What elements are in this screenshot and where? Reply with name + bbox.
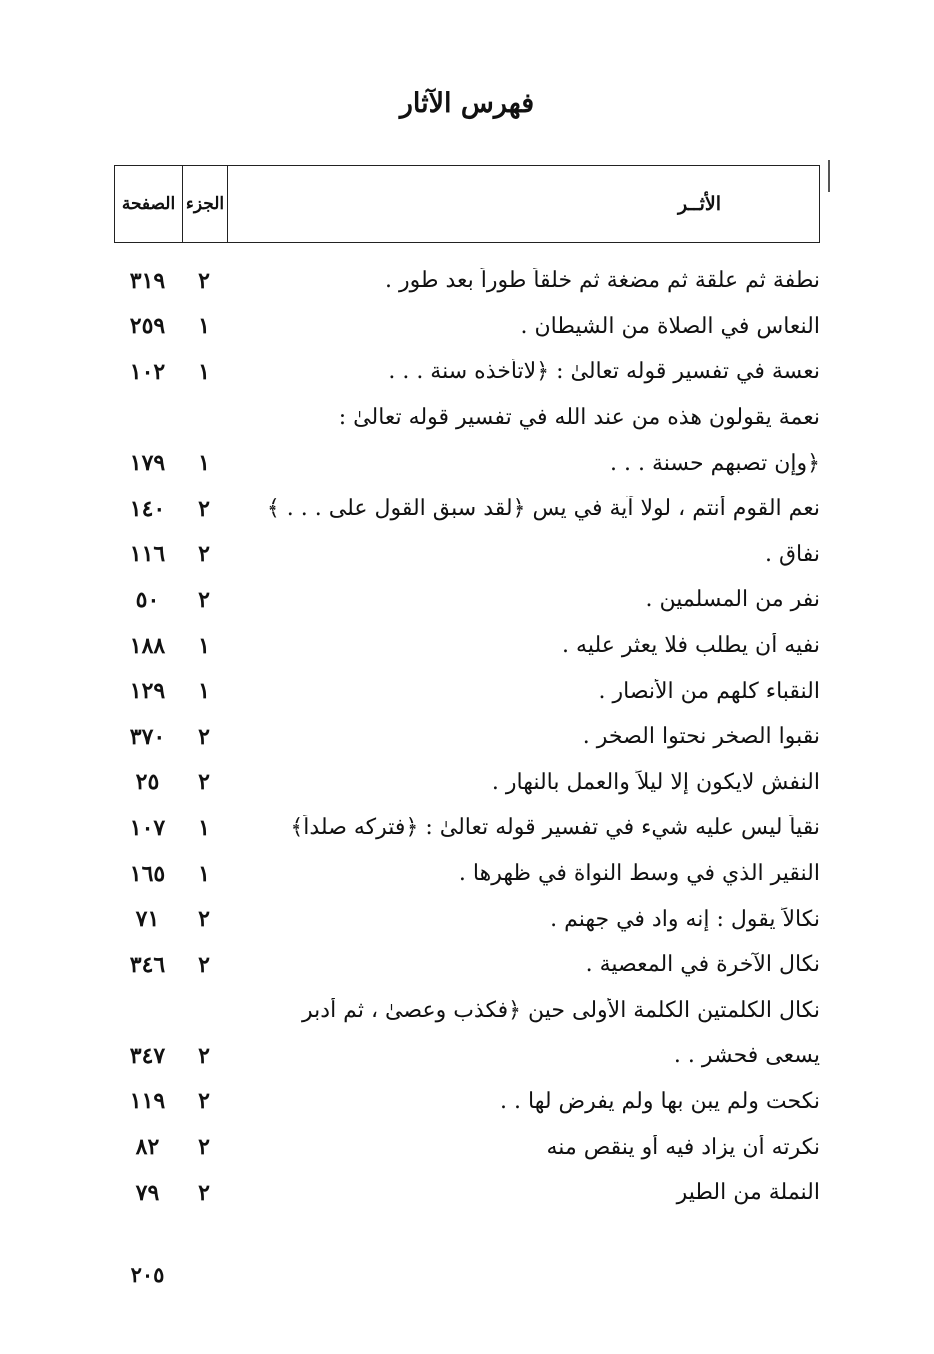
entry-juz: ٢	[198, 769, 210, 796]
entry-juz: ٢	[198, 1042, 210, 1069]
entry-page: ٨٢	[135, 1134, 160, 1161]
entry-juz: ٢	[198, 1088, 210, 1115]
entry-page: ٣٧٠	[129, 723, 166, 750]
entry-page: ١١٦	[129, 541, 166, 568]
list-item	[114, 988, 820, 1034]
list-item	[114, 760, 820, 806]
entry-text: نطفة ثم علقة ثم مضغة ثم خلقاً طوراً بعد طور .	[384, 268, 820, 294]
entry-text: نفيه أن يطلب فلا يعثر عليه .	[562, 633, 820, 659]
margin-mark	[828, 160, 830, 192]
entry-text: النملة من الطير	[676, 1180, 820, 1206]
entry-text: يسعى فحشر . .	[673, 1043, 820, 1069]
header-athar: الأثــر	[677, 193, 721, 215]
list-item	[114, 349, 820, 395]
list-item	[114, 258, 820, 304]
list-item	[114, 805, 820, 851]
entry-page: ١٧٩	[129, 450, 166, 477]
entry-page: ٧٩	[135, 1179, 160, 1206]
entry-text: نعسة في تفسير قوله تعالىٰ : ﴿لاتأخذه سنة . . .	[388, 359, 820, 385]
entry-juz: ١	[198, 860, 210, 887]
entry-juz: ١	[198, 632, 210, 659]
entry-page: ٢٥٩	[129, 313, 166, 340]
entry-page: ٢٥	[135, 769, 160, 796]
entry-text: النفش لايكون إلا ليلاً والعمل بالنهار .	[491, 769, 820, 795]
entry-juz: ٢	[198, 267, 210, 294]
entry-text: نقبوا الصخر نحتوا الصخر .	[582, 724, 820, 750]
entry-page: ٣٤٦	[129, 951, 166, 978]
entry-text: نقياً ليس عليه شيء في تفسير قوله تعالىٰ : ﴿فتركه صلداً﴾	[290, 815, 820, 841]
list-item	[114, 1079, 820, 1125]
entry-text: نعم القوم أنتم ، لولا آية في يس ﴿لقد سبق القول على . . . ﴾	[266, 496, 820, 522]
entry-page: ١٢٩	[129, 678, 166, 705]
list-item	[114, 1033, 820, 1079]
entry-page: ١٨٨	[129, 632, 166, 659]
entry-juz: ٢	[198, 1179, 210, 1206]
entry-text: نكال الآخرة في المعصية .	[585, 952, 820, 978]
entry-juz: ١	[198, 450, 210, 477]
entry-text: نفاق .	[764, 541, 820, 567]
header-page: الصفحة	[121, 194, 176, 214]
entries-list	[114, 258, 820, 1215]
list-item	[114, 714, 820, 760]
entry-page: ١٠٧	[129, 814, 166, 841]
entry-juz: ١	[198, 358, 210, 385]
list-item	[114, 1124, 820, 1170]
entry-text: ﴿وإن تصبهم حسنة . . .	[609, 450, 820, 476]
entry-text: النعاس في الصلاة من الشيطان .	[520, 313, 820, 339]
header-juz: الجزء	[182, 166, 228, 242]
list-item	[114, 896, 820, 942]
list-item	[114, 623, 820, 669]
entry-juz: ٢	[198, 723, 210, 750]
list-item	[114, 942, 820, 988]
entry-text: نكالاً يقول : إنه واد في جهنم .	[550, 906, 820, 932]
list-item	[114, 668, 820, 714]
entry-juz: ٢	[198, 951, 210, 978]
entry-text: نفر من المسلمين .	[645, 587, 820, 613]
list-item	[114, 395, 820, 441]
entry-text: نعمة يقولون هذه من عند الله في تفسير قوله تعالىٰ :	[338, 405, 820, 431]
page-title: فهرس الآثار	[399, 88, 535, 119]
entry-page: ٥٠	[135, 586, 160, 613]
entry-juz: ١	[198, 313, 210, 340]
entry-juz: ٢	[198, 495, 210, 522]
page-number: ٢٠٥	[130, 1262, 165, 1287]
entry-text: النقباء كلهم من الأنصار .	[598, 678, 820, 704]
list-item	[114, 851, 820, 897]
list-item	[114, 532, 820, 578]
entry-juz: ٢	[198, 541, 210, 568]
entry-page: ٣٤٧	[129, 1042, 166, 1069]
list-item	[114, 304, 820, 350]
list-item	[114, 577, 820, 623]
entry-text: نكحت ولم يبن بها ولم يفرض لها . .	[500, 1088, 820, 1114]
entry-text: نكال الكلمتين الكلمة الأولى حين ﴿فكذب وعصىٰ ، ثم أدبر	[302, 997, 820, 1023]
entry-page: ١٦٥	[129, 860, 166, 887]
table-header	[114, 165, 820, 243]
list-item	[114, 1170, 820, 1216]
entry-text: نكرته أن يزاد فيه أو ينقص منه	[546, 1134, 820, 1160]
entry-page: ١٠٢	[129, 358, 166, 385]
entry-juz: ١	[198, 678, 210, 705]
list-item	[114, 486, 820, 532]
entry-page: ١١٩	[129, 1088, 166, 1115]
entry-page: ٧١	[135, 906, 160, 933]
entry-juz: ١	[198, 814, 210, 841]
entry-juz: ٢	[198, 1134, 210, 1161]
entry-page: ٣١٩	[129, 267, 166, 294]
entry-juz: ٢	[198, 586, 210, 613]
list-item	[114, 440, 820, 486]
entry-page: ١٤٠	[129, 495, 166, 522]
entry-text: النقير الذي في وسط النواة في ظهرها .	[458, 861, 820, 887]
entry-juz: ٢	[198, 906, 210, 933]
